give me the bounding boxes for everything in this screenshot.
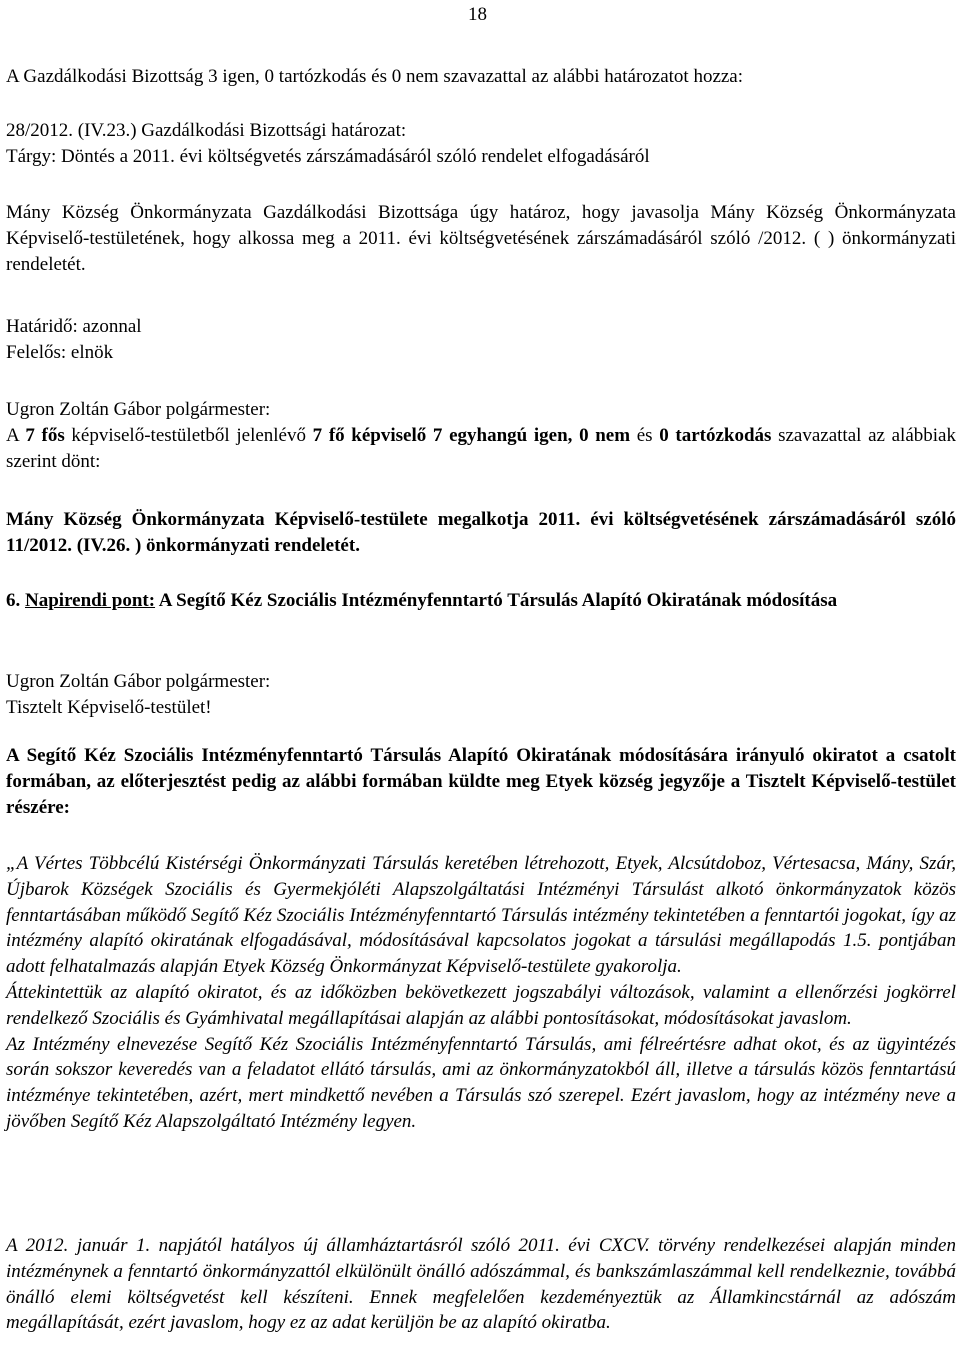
vote-text: képviselő-testületből jelenlévő — [64, 424, 313, 446]
resolution-deadline: Határidő: azonnal — [6, 316, 142, 337]
vote-text: szavazattal az alábbiak szerint dönt: — [6, 424, 956, 472]
vote-members: 7 fős — [25, 424, 65, 446]
agenda-number: 6. — [6, 590, 25, 611]
clerk-letter — [6, 851, 956, 1135]
letter-paragraph-2: Áttekintettük az alapító okiratot, és az időközben bekövetkezett jogszabályi változások, valamint a ellenőrzési jogkörrel rendelkező Szociális és Gyámhivatal megállapításai alapján az alábbi pontosításokat, módosításokat javaslom. — [6, 981, 956, 1029]
agenda-label: Napirendi pont: — [25, 590, 156, 611]
resolution-header — [6, 118, 650, 170]
council-decision: Mány Község Önkormányzata Képviselő-testülete megalkotja 2011. évi költségvetésének zárszámadásáról szóló 11/2012. (IV.26. ) önkormányzati rendeletét. — [6, 509, 956, 556]
submission-intro: A Segítő Kéz Szociális Intézményfenntartó Társulás Alapító Okiratának módosítására irányuló okiratot a csatolt formában, az előterjesztést pedig az alábbi formában küldte meg Etyek község jegyzője a Tisztelt Képviselő-testület részére: — [6, 745, 956, 818]
speaker-name-1: Ugron Zoltán Gábor polgármester: — [6, 399, 271, 420]
resolution-subject: Tárgy: Döntés a 2011. évi költségvetés zárszámadásáról szóló rendelet elfogadásáról — [6, 145, 650, 167]
letter-paragraph-4: A 2012. január 1. napjától hatályos új államháztartásról szóló 2011. évi CXCV. törvény rendelkezései alapján minden intézménynek a fenntartó önkormányzattól elkülönült önálló adószámmal, és bankszámlaszámmal kell rendelkeznie, továbbá önálló elemi költségvetést kell készíteni. Ennek megfelelően kezdeményeztük az Államkincstárnál az adószám megállapítását, ezért javaslom, hogy ez az adat kerüljön be az alapító okiratba. — [6, 1235, 956, 1334]
resolution-number: 28/2012. (IV.23.) Gazdálkodási Bizottsági határozat: — [6, 120, 407, 141]
letter-paragraph-1: „A Vértes Többcélú Kistérségi Önkormányzati Társulás keretében létrehozott, Etyek, Alcsútdoboz, Vértesacsa, Mány, Szár, Újbarok Községek Szociális és Gyermekjóléti Alapszolgáltatási Intézményi Társulást alkotó önkormányzatok közös fenntartásában működő Segítő Kéz Szociális Intézményfenntartó Társulás intézmény tekintetében a fenntartói jogokat, így az intézmény alapító okiratának elfogadásával, módosításával kapcsolatos jogokat a társulási megállapodás 1.5. pontjában adott felhatalmazás alapján Etyek Község Önkormányzat Képviselő-testülete gyakorolja. — [6, 853, 956, 978]
letter-paragraph-3: Az Intézmény elnevezése Segítő Kéz Szociális Intézményfenntartó Társulás, ami félreértésre adhat okot, és az ügyintézés során sokszor keveredés van a feladatot ellátó társulás, ami az önkormányzatokból áll, illetve a társulás közös fenntartású intézménye tekintetében, azért, mert mindkettő nevében a Társulás szó szerepel. Ezért javaslom, hogy az intézmény neve a jövőben Segítő Kéz Alapszolgáltató Intézmény legyen. — [6, 1033, 956, 1132]
agenda-title: A Segítő Kéz Szociális Intézményfenntartó Társulás Alapító Okiratának módosítása — [155, 590, 838, 611]
mayor-section-1 — [6, 397, 956, 474]
mayor-section-2 — [6, 669, 270, 721]
committee-vote-line: A Gazdálkodási Bizottság 3 igen, 0 tartózkodás és 0 nem szavazattal az alábbi határozatot hozza: — [6, 66, 744, 87]
resolution-meta — [6, 314, 142, 366]
vote-text: és — [630, 424, 660, 446]
speaker-name-2: Ugron Zoltán Gábor polgármester: — [6, 671, 271, 692]
vote-count: 7 fő képviselő 7 egyhangú igen, 0 nem — [312, 424, 631, 446]
council-vote-line — [6, 423, 956, 475]
vote-text: A — [6, 424, 26, 446]
agenda-item-heading — [6, 588, 837, 614]
resolution-responsible: Felelős: elnök — [6, 341, 114, 363]
greeting: Tisztelt Képviselő-testület! — [6, 696, 212, 718]
vote-abstain: 0 tartózkodás — [659, 424, 772, 446]
resolution-body: Mány Község Önkormányzata Gazdálkodási Bizottsága úgy határoz, hogy javasolja Mány Község Önkormányzata Képviselő-testületének, hogy alkossa meg a 2011. évi költségvetésének zárszámadásáról szóló /2012. ( ) önkormányzati rendeletét. — [6, 202, 956, 275]
page-number: 18 — [468, 4, 487, 25]
